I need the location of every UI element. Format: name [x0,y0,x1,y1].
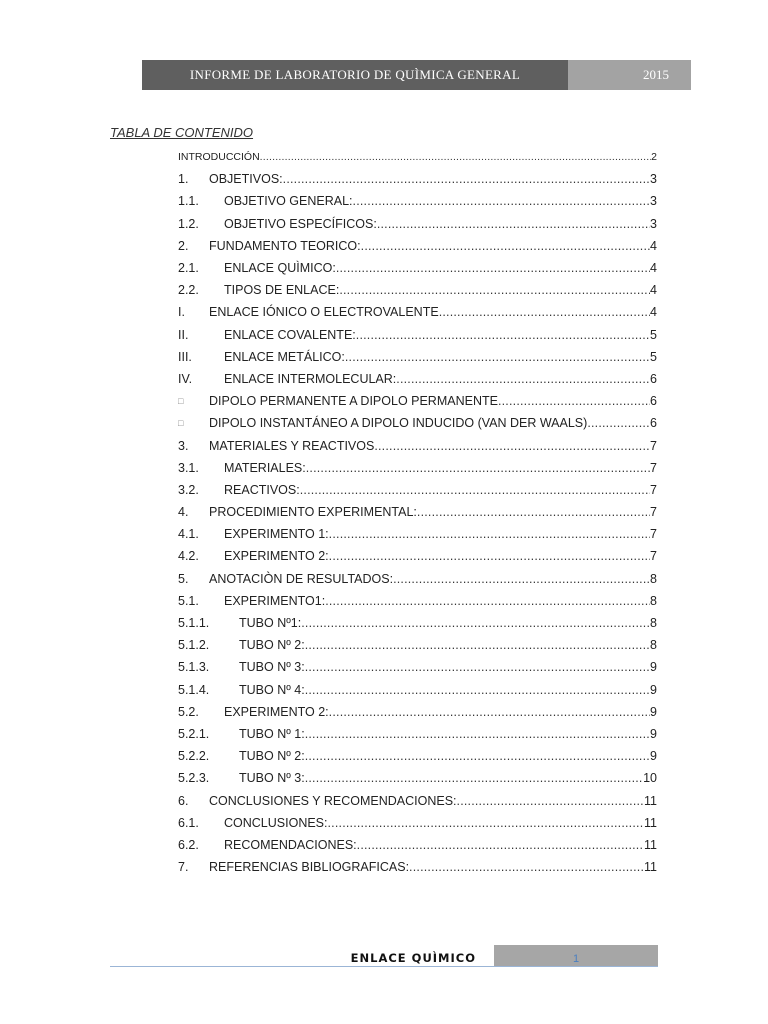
toc-entry-number: 4.2. [178,549,199,564]
toc-dot-leader [361,239,650,253]
toc-entry[interactable] [178,457,657,479]
toc-dot-leader [353,194,651,208]
toc-entry-title: EXPERIMENTO1: [224,593,326,608]
toc-dot-leader [357,838,644,852]
toc-entry-page: 9 [650,749,657,764]
toc-entry[interactable] [178,412,657,434]
toc-entry-page: 6 [650,371,657,386]
toc-entry-number: 5. [178,571,189,586]
toc-entry-title: OBJETIVOS: [209,172,283,187]
toc-entry-number: 3.2. [178,482,199,497]
toc-entry[interactable] [178,590,657,612]
toc-dot-leader [305,683,650,697]
toc-entry[interactable] [178,789,657,811]
toc-entry[interactable] [178,301,657,323]
toc-entry-page: 8 [650,616,657,631]
toc-entry-title: ENLACE INTERMOLECULAR: [224,371,397,386]
toc-entry-page: 11 [644,815,657,830]
toc-entry-number: IV. [178,371,193,386]
toc-entry[interactable] [178,168,657,190]
toc-entry[interactable] [178,257,657,279]
toc-entry-title: EXPERIMENTO 2: [224,704,329,719]
toc-entry-page: 2 [651,151,657,164]
toc-dot-leader [305,638,650,652]
toc-entry-title: OBJETIVO GENERAL: [224,194,353,209]
toc-entry-page: 10 [643,771,657,786]
page-header [142,60,691,90]
toc-entry-page: 11 [644,837,657,852]
footer-page-number: 1 [572,952,580,965]
toc-entry[interactable] [178,479,657,501]
toc-entry-title: INTRODUCCIÓN [178,151,260,164]
toc-entry-title: ENLACE COVALENTE: [224,327,356,342]
toc-entry-title: RECOMENDACIONES: [224,837,357,852]
header-year: 2015 [568,60,691,90]
toc-entry-page: 6 [650,394,657,409]
toc-entry-page: 7 [650,460,657,475]
toc-entry-number: 6. [178,793,189,808]
toc-entry-page: 9 [650,660,657,675]
toc-entry[interactable] [178,568,657,590]
toc-dot-leader [260,151,651,163]
toc-entry-page: 4 [650,238,657,253]
toc-dot-leader [439,305,650,319]
toc-entry-title: ANOTACIÒN DE RESULTADOS: [209,571,394,586]
toc-entry[interactable] [178,324,657,346]
toc-entry[interactable] [178,545,657,567]
toc-entry-page: 8 [650,593,657,608]
toc-entry-page: 4 [650,261,657,276]
toc-heading: TABLA DE CONTENIDO [110,125,254,140]
toc-entry-title: TUBO Nº1: [239,616,302,631]
toc-entry[interactable] [178,812,657,834]
toc-entry-number: 6.1. [178,815,199,830]
toc-dot-leader [329,549,650,563]
toc-entry-number: 7. [178,860,189,875]
toc-entry-number: 2.1. [178,261,199,276]
toc-dot-leader [300,483,650,497]
toc-entry-page: 3 [650,172,657,187]
toc-entry[interactable] [178,612,657,634]
toc-entry-page: 7 [650,549,657,564]
toc-dot-leader [305,727,650,741]
toc-entry-page: 5 [650,327,657,342]
toc-dot-leader [306,461,650,475]
toc-entry-title: ENLACE QUÌMICO: [224,261,336,276]
toc-entry[interactable] [178,213,657,235]
toc-dot-leader [587,416,650,430]
toc-dot-leader [377,217,650,231]
table-of-contents [178,146,657,878]
toc-entry-page: 8 [650,571,657,586]
toc-dot-leader [328,816,645,830]
toc-entry[interactable] [178,656,657,678]
toc-entry-number: 1.2. [178,216,199,231]
toc-entry[interactable] [178,235,657,257]
toc-dot-leader [356,328,650,342]
toc-entry-title: OBJETIVO ESPECÍFICOS: [224,216,377,231]
toc-entry-title: PROCEDIMIENTO EXPERIMENTAL: [209,505,417,520]
toc-entry[interactable] [178,523,657,545]
toc-entry-title: REFERENCIAS BIBLIOGRAFICAS: [209,860,410,875]
toc-entry-number: 5.1.4. [178,682,210,697]
toc-bullet-icon: □ [178,418,184,429]
toc-entry[interactable] [178,723,657,745]
toc-entry-title: TIPOS DE ENLACE: [224,283,340,298]
footer-page-box [494,945,658,966]
toc-entry[interactable] [178,346,657,368]
toc-entry[interactable] [178,501,657,523]
toc-dot-leader [305,771,643,785]
toc-dot-leader [417,505,650,519]
toc-entry-title: ENLACE METÁLICO: [224,349,345,364]
toc-dot-leader [329,527,650,541]
toc-entry-title: TUBO Nº 1: [239,726,305,741]
toc-entry-number: 5.2. [178,704,199,719]
toc-entry-title: DIPOLO PERMANENTE A DIPOLO PERMANENTE [209,394,498,409]
toc-entry-number: 6.2. [178,837,199,852]
toc-entry[interactable] [178,279,657,301]
toc-dot-leader [305,749,650,763]
toc-entry-number: 1. [178,172,189,187]
toc-entry[interactable] [178,390,657,412]
toc-dot-leader [374,439,650,453]
toc-dot-leader [457,794,645,808]
toc-entry-number: 5.1.2. [178,638,210,653]
toc-entry-title: REACTIVOS: [224,482,300,497]
toc-entry[interactable] [178,745,657,767]
toc-entry-page: 8 [650,638,657,653]
toc-entry-number: 5.2.3. [178,771,210,786]
toc-entry-title: MATERIALES Y REACTIVOS [209,438,375,453]
toc-entry-title: DIPOLO INSTANTÁNEO A DIPOLO INDUCIDO (VAN DER WAALS) [209,416,588,431]
toc-dot-leader [305,660,650,674]
toc-entry-page: 6 [650,416,657,431]
toc-entry-title: CONCLUSIONES Y RECOMENDACIONES: [209,793,457,808]
toc-entry-number: 1.1. [178,194,199,209]
toc-entry-title: MATERIALES: [224,460,306,475]
toc-dot-leader [336,261,650,275]
toc-entry[interactable] [178,856,657,878]
toc-dot-leader [339,283,650,297]
toc-entry-page: 7 [650,505,657,520]
toc-entry-title: TUBO Nº 2: [239,638,305,653]
toc-entry[interactable] [178,146,657,168]
toc-entry[interactable] [178,701,657,723]
toc-entry-number: 2.2. [178,283,199,298]
toc-entry-page: 3 [650,194,657,209]
toc-entry-page: 5 [650,349,657,364]
toc-dot-leader [329,705,650,719]
toc-entry-page: 7 [650,438,657,453]
toc-entry-page: 11 [644,860,657,875]
toc-entry-page: 3 [650,216,657,231]
toc-entry[interactable] [178,679,657,701]
toc-entry-title: EXPERIMENTO 1: [224,527,329,542]
toc-dot-leader [283,172,650,186]
toc-dot-leader [301,616,650,630]
toc-entry-page: 7 [650,482,657,497]
toc-entry[interactable] [178,767,657,789]
toc-entry-page: 9 [650,704,657,719]
toc-entry-page: 4 [650,283,657,298]
toc-entry-number: 4.1. [178,527,199,542]
toc-entry[interactable] [178,634,657,656]
toc-entry-number: 3. [178,438,189,453]
toc-entry-number: 5.1.3. [178,660,210,675]
footer-divider [110,966,658,967]
toc-entry-number: 5.2.1. [178,726,210,741]
toc-bullet-icon: □ [178,396,184,407]
toc-entry-title: TUBO Nº 3: [239,660,305,675]
toc-entry-page: 7 [650,527,657,542]
toc-entry-number: III. [178,349,192,364]
toc-entry-title: TUBO Nº 3: [239,771,305,786]
toc-entry-title: TUBO Nº 4: [239,682,305,697]
toc-entry-number: 5.1. [178,593,199,608]
toc-entry-title: EXPERIMENTO 2: [224,549,329,564]
toc-entry[interactable] [178,368,657,390]
toc-entry-page: 4 [650,305,657,320]
header-title: INFORME DE LABORATORIO DE QUÌMICA GENERAL [142,60,568,90]
toc-dot-leader [498,394,650,408]
toc-entry[interactable] [178,434,657,456]
toc-dot-leader [325,594,650,608]
toc-entry-number: I. [178,305,185,320]
toc-entry-page: 11 [644,793,657,808]
toc-entry-title: FUNDAMENTO TEORICO: [209,238,361,253]
toc-entry-title: CONCLUSIONES: [224,815,328,830]
toc-entry-number: II. [178,327,189,342]
toc-dot-leader [396,372,650,386]
toc-entry-page: 9 [650,726,657,741]
toc-entry-number: 2. [178,238,189,253]
toc-entry[interactable] [178,190,657,212]
toc-entry-number: 5.1.1. [178,616,210,631]
toc-entry[interactable] [178,834,657,856]
toc-entry-title: TUBO Nº 2: [239,749,305,764]
footer-label: ENLACE QUÌMICO [350,951,476,965]
toc-dot-leader [345,350,650,364]
toc-entry-number: 5.2.2. [178,749,210,764]
toc-entry-page: 9 [650,682,657,697]
toc-entry-title: ENLACE IÓNICO O ELECTROVALENTE [209,305,439,320]
toc-dot-leader [409,860,644,874]
toc-entry-number: 3.1. [178,460,199,475]
toc-dot-leader [393,572,650,586]
toc-entry-number: 4. [178,505,189,520]
